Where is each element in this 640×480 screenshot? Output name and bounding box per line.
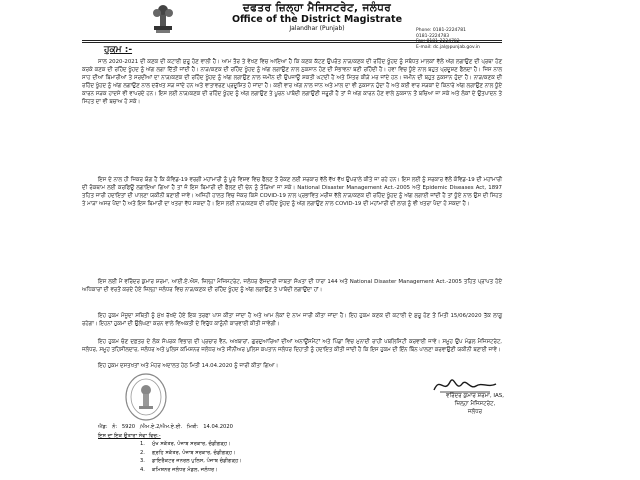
copy-heading: ਇਸ ਦਾ ਇਕ ਉਤਾਰਾ ਸੇਵਾ ਵਿਚ:- <box>98 433 161 439</box>
endorsement-number: 5920 <box>121 424 136 430</box>
office-title-english: Office of the District Magistrate <box>231 14 403 25</box>
contact-line: Fax: 0181-2224782 <box>416 39 460 44</box>
order-paragraph: ਇਹ ਹੁਕਮ ਚੋਣ ਦਫ਼ਤਰ ਦੇ ਲੋਕ ਸੰਪਰਕ ਵਿਭਾਗ ਦੀ ਪ੍ਰਚਾਰ ਵੈਨ, ਅਖਬਾਰਾਂ, ਗੁਰਦੁਆਰਿਆਂ ਦੀਆਂ ਅਨਾਊਂਸਮੈਂਟਾਂ ਅਤੇ ਪਿੰਡਾਂ ਵਿਚ ਮੁਨਾਦੀ ਰਾਹੀਂ ਪਬਲਿਸਿਟੀ ਕਰਵਾਈ ਜਾਵੇ। ਸਮੂਹ ਉਪ ਮੰਡਲ ਮੈਜਿਸਟਰੇਟ, ਜਲੰਧਰ, ਸਮੂਹ ਤਹਿਸੀਲਦਾਰ, ਜਲੰਧਰ ਅਤੇ ਪੁਲਿਸ ਕਮਿਸ਼ਨਰ ਜਲੰਧਰ ਅਤੇ ਸੀਨੀਅਰ ਪੁਲਿਸ ਕਪਤਾਨ ਜਲੰਧਰ ਦਿਹਾਤੀ ਨੂੰ ਹਦਾਇਤ ਕੀਤੀ ਜਾਂਦੀ ਹੈ ਕਿ ਇਸ ਹੁਕਮ ਦੀ ਇੰਨ ਬਿੰਨ ਪਾਲਣਾ ਕਰਵਾਉਣੀ ਯਕੀਨੀ ਬਣਾਈ ਜਾਵੇ। <box>82 339 502 354</box>
endorsement-date: 14.04.2020 <box>203 424 233 430</box>
state-emblem-icon <box>148 2 178 34</box>
header-divider <box>82 42 502 43</box>
office-location: Jalandhar (Punjab) <box>289 25 345 32</box>
header-divider <box>82 40 502 41</box>
list-item: 2. ਗ੍ਰਹਿ ਸਕੱਤਰ, ਪੰਜਾਬ ਸਰਕਾਰ, ਚੰਡੀਗੜ੍ਹ। <box>140 449 236 456</box>
contact-line: Phone: 0181-2224781 <box>416 28 467 33</box>
order-paragraph: ਇਹ ਹੁਕਮ ਮੌਜੂਦਾ ਸਥਿਤੀ ਨੂੰ ਮੁੱਖ ਰੱਖਦੇ ਹੋਏ ਇਕ ਤਰਫਾ ਪਾਸ ਕੀਤਾ ਜਾਂਦਾ ਹੈ ਅਤੇ ਆਮ ਲੋਕਾਂ ਦੇ ਨਾਮ ਜਾਰੀ ਕੀਤਾ ਜਾਂਦਾ ਹੈ। ਇਹ ਹੁਕਮ ਕਣਕ ਦੀ ਕਟਾਈ ਦੇ ਸ਼ੁਰੂ ਹੋਣ ਤੋਂ ਮਿਤੀ 15/06/2020 ਤੱਕ ਲਾਗੂ ਰਹੇਗਾ। ਇਹਨਾਂ ਹੁਕਮਾਂ ਦੀ ਉਲੰਘਣਾ ਕਰਨ ਵਾਲੇ ਵਿਅਕਤੀ ਦੇ ਵਿਰੁੱਧ ਕਾਨੂੰਨੀ ਕਾਰਵਾਈ ਕੀਤੀ ਜਾਵੇਗੀ। <box>82 313 502 328</box>
copy-list <box>140 440 242 474</box>
order-paragraph: ਇਹ ਹੁਕਮ ਦਸਤਖਤਾਂ ਅਤੇ ਮੋਹਰ ਅਦਾਲਤ ਹੇਠ ਮਿਤੀ 14.04.2020 ਨੂੰ ਜਾਰੀ ਕੀਤਾ ਗਿਆ। <box>98 363 279 369</box>
contact-line: 0181-2224783 <box>416 33 450 39</box>
signatory-designation: ਜ਼ਿਲ੍ਹਾ ਮੈਜਿਸਟਰੇਟ, <box>454 401 496 407</box>
list-item: 3. ਡਾਇਰੈਕਟਰ ਜਨਰਲ ਪੁਲਿਸ, ਪੰਜਾਬ ਚੰਡੀਗੜ੍ਹ। <box>140 458 242 465</box>
official-seal-icon <box>124 372 168 422</box>
order-paragraph: ਇਸ ਦੇ ਨਾਲ ਹੀ ਜਿਕਰ ਯੋਗ ਹੈ ਕਿ ਕੋਵਿਡ-19 ਵਰਗੀ ਮਹਾਂਮਾਰੀ ਨੂੰ ਪੂਰੇ ਵਿਸ਼ਵ ਵਿਚ ਫੈਲਣ ਤੋਂ ਰੋਕਣ ਲਈ ਸਰਕਾਰ ਵੱਲੋਂ ਵੱਖ ਵੱਖ ਉਪਰਾਲੇ ਕੀਤੇ ਜਾ ਰਹੇ ਹਨ। ਇਸ ਲਈ ਨੂੰ ਸਰਕਾਰ ਵੱਲੋਂ ਕੋਵਿਡ-19 ਦੀ ਮਹਾਂਮਾਰੀ ਦੀ ਰੋਕਥਾਮ ਲਈ ਕਰਫਿਊ ਲਗਾਇਆ ਗਿਆ ਹੈ ਤਾਂ ਜੋ ਇਸ ਬਿਮਾਰੀ ਦੀ ਫੈਲਣ ਦੀ ਚੇਨ ਨੂੰ ਤੋੜਿਆ ਜਾ ਸਕੇ। National Disaster Management Act.-2005 ਅਤੇ Epidemic Diseases Act, 1897 ਤਹਿਤ ਜਾਰੀ ਹਦਾਇਤਾਂ ਦੀ ਪਾਲਣਾ ਯਕੀਨੀ ਬਣਾਈ ਜਾਵੇ। ਅਜਿਹੀ ਹਾਲਤ ਵਿਚ ਜੇਕਰ ਕਿਸੇ COVID-19 ਨਾਲ ਪ੍ਰਭਾਵਿਤ ਮਰੀਜ਼ ਵੱਲੋਂ ਨਾੜ/ਕਣਕ ਦੀ ਰਹਿੰਦ ਖੂੰਹਦ ਨੂੰ ਅੱਗ ਲਗਾਈ ਜਾਂਦੀ ਹੈ ਤਾਂ ਧੂੰਏ ਨਾਲ ਉਸ ਦੀ ਸਿਹਤ ਤੇ ਮਾੜਾ ਅਸਰ ਪੈਂਦਾ ਹੈ ਅਤੇ ਇਸ ਬਿਮਾਰੀ ਦਾ ਖਤਰਾ ਵੱਧ ਸਕਦਾ ਹੈ। ਇਸ ਲਈ ਨਾੜ/ਕਣਕ ਦੀ ਰਹਿੰਦ ਖੂੰਹਦ ਨੂੰ ਅੱਗ ਲਗਾਉਣ ਨਾਲ COVID-19 ਦੀ ਮਹਾਂਮਾਰੀ ਦੀ ਲਾਗ ਨੂੰ ਵੀ ਖਤਰਾ ਪੈਦਾ ਹੋ ਸਕਦਾ ਹੈ। <box>82 177 502 208</box>
list-item: 1. ਮੁੱਖ ਸਕੱਤਰ, ਪੰਜਾਬ ਸਰਕਾਰ, ਚੰਡੀਗੜ੍ਹ। <box>140 441 231 447</box>
list-item: 4. ਕਮਿਸ਼ਨਰ ਜਲੰਧਰ ਮੰਡਲ, ਜਲੰਧਰ। <box>140 466 218 473</box>
signatory-name: ਵਰਿੰਦਰ ਕੁਮਾਰ ਸ਼ਰਮਾ, IAS, <box>446 393 504 399</box>
contact-line: E-mail: dc.jal@punjab.gov.in <box>416 44 480 50</box>
office-title-punjabi: ਦਫਤਰ ਜ਼ਿਲ੍ਹਾ ਮੈਜਿਸਟਰੇਟ, ਜਲੰਧਰ <box>242 2 392 14</box>
endorsement-line: ਐਂਡ: ਨੰ: 5920 /ਐਮ.ਏ.2/ਐਮ.ਏ.ਈ. ਮਿਤੀ: 14.04.2020 <box>98 424 233 430</box>
signatory-place: ਜਲੰਧਰ <box>467 409 483 415</box>
signatory-block <box>430 392 520 416</box>
order-heading: ਹੁਕਮ :- <box>104 45 133 55</box>
office-header <box>192 2 442 33</box>
order-paragraph: ਸਾਲ 2020-2021 ਦੀ ਕਣਕ ਦੀ ਕਟਾਈ ਸ਼ੁਰੂ ਹੋਣ ਵਾਲੀ ਹੈ। ਆਮ ਤੌਰ ਤੇ ਵੇਖਣ ਵਿਚ ਆਇਆ ਹੈ ਕਿ ਕਣਕ ਕੱਟਣ ਉਪਰੰਤ ਨਾੜ/ਕਣਕ ਦੀ ਰਹਿੰਦ ਖੂੰਹਦ ਨੂੰ ਸਬੰਧਤ ਮਾਲਕਾਂ ਵੱਲੋਂ ਅੱਗ ਲਗਾਉਣ ਦੀ ਪ੍ਰਥਾ ਹੋਣ ਕਰਕੇ ਕਣਕ ਦੀ ਰਹਿੰਦ ਖੂੰਹਦ ਨੂੰ ਅੱਗ ਲਗਾ ਦਿੱਤੀ ਜਾਂਦੀ ਹੈ। ਨਾੜ/ਕਣਕ ਦੀ ਰਹਿੰਦ ਖੂੰਹਦ ਨੂੰ ਅੱਗ ਲਗਾਉਣ ਨਾਲ ਨੁਕਸਾਨ ਹੋਣ ਦੀ ਸੰਭਾਵਨਾ ਬਣੀ ਰਹਿੰਦੀ ਹੈ। ਹਵਾ ਵਿਚ ਧੂੰਏ ਨਾਲ ਬਹੁਤ ਪ੍ਰਦੂਸ਼ਣ ਫੈਲਦਾ ਹੈ। ਜਿਸ ਨਾਲ ਸਾਹ ਦੀਆਂ ਬਿਮਾਰੀਆਂ ਤੇ ਸਰਦੀਆਂ ਦਾ ਨਾੜ/ਕਣਕ ਦੀ ਰਹਿੰਦ ਖੂੰਹਦ ਨੂੰ ਅੱਗ ਲਗਾਉਣ ਨਾਲ ਜ਼ਮੀਨ ਦੀ ਉਪਜਾਊ ਸ਼ਕਤੀ ਘਟਦੀ ਹੈ ਅਤੇ ਮਿੱਤਰ ਕੀੜੇ ਮਰ ਜਾਂਦੇ ਹਨ। ਜ਼ਮੀਨ ਦੀ ਬਹੁਤ ਨੁਕਸਾਨ ਹੁੰਦਾ ਹੈ। ਨਾੜ/ਕਣਕ ਦੀ ਰਹਿੰਦ ਖੂੰਹਦ ਨੂੰ ਅੱਗ ਲਗਾਉਣ ਨਾਲ ਦਰੱਖਤ ਸੜ ਜਾਂਦੇ ਹਨ ਅਤੇ ਵਾਤਾਵਰਣ ਪ੍ਰਦੂਸ਼ਿਤ ਹੋ ਜਾਂਦਾ ਹੈ। ਕਈ ਵਾਰ ਅੱਗ ਨਾਲ ਜਾਨ ਅਤੇ ਮਾਲ ਦਾ ਵੀ ਨੁਕਸਾਨ ਹੁੰਦਾ ਹੈ ਅਤੇ ਕਈ ਵਾਰ ਸੜਕਾਂ ਦੇ ਕਿਨਾਰੇ ਅੱਗ ਲਗਾਉਣ ਨਾਲ ਧੂੰਏ ਕਾਰਨ ਸੜਕ ਹਾਦਸੇ ਵੀ ਵਾਪਰਦੇ ਹਨ। ਇਸ ਲਈ ਨਾੜ/ਕਣਕ ਦੀ ਰਹਿੰਦ ਖੂੰਹਦ ਨੂੰ ਅੱਗ ਲਗਾਉਣ ਤੇ ਪੂਰਨ ਪਾਬੰਦੀ ਲਗਾਉਣੀ ਜਰੂਰੀ ਹੈ ਤਾਂ ਜੋ ਅੱਗ ਕਾਰਨ ਹੋਣ ਵਾਲੇ ਨੁਕਸਾਨ ਤੋਂ ਬਚਿਆ ਜਾ ਸਕੇ ਅਤੇ ਲੋਕਾਂ ਦੇ ਉਤਪਾਦਨ ਤੇ ਸਿਹਤ ਦਾ ਵੀ ਬਚਾਅ ਹੋ ਸਕੇ। <box>82 59 502 106</box>
contact-block <box>416 28 496 50</box>
endorsement-branch: /ਐਮ.ਏ.2/ਐਮ.ਏ.ਈ. <box>139 424 183 430</box>
order-paragraph: ਇਸ ਲਈ ਮੈਂ ਵਰਿੰਦਰ ਕੁਮਾਰ ਸ਼ਰਮਾ, ਆਈ.ਏ.ਐਸ, ਜ਼ਿਲ੍ਹਾ ਮੈਜਿਸਟਰੇਟ, ਜਲੰਧਰ ਫੌਜਦਾਰੀ ਜਾਬਤਾ ਸੰਘਤਾ ਦੀ ਧਾਰਾ 144 ਅਤੇ National Disaster Management Act.-2005 ਤਹਿਤ ਪ੍ਰਾਪਤ ਹੋਏ ਅਧਿਕਾਰਾਂ ਦੀ ਵਰਤੋਂ ਕਰਦੇ ਹੋਏ ਜ਼ਿਲ੍ਹਾ ਜਲੰਧਰ ਵਿਚ ਨਾੜ/ਕਣਕ ਦੀ ਰਹਿੰਦ ਖੂੰਹਦ ਨੂੰ ਅੱਗ ਲਗਾਉਣ ਤੇ ਪਾਬੰਦੀ ਲਗਾਉਂਦਾ ਹਾਂ। <box>82 279 502 294</box>
